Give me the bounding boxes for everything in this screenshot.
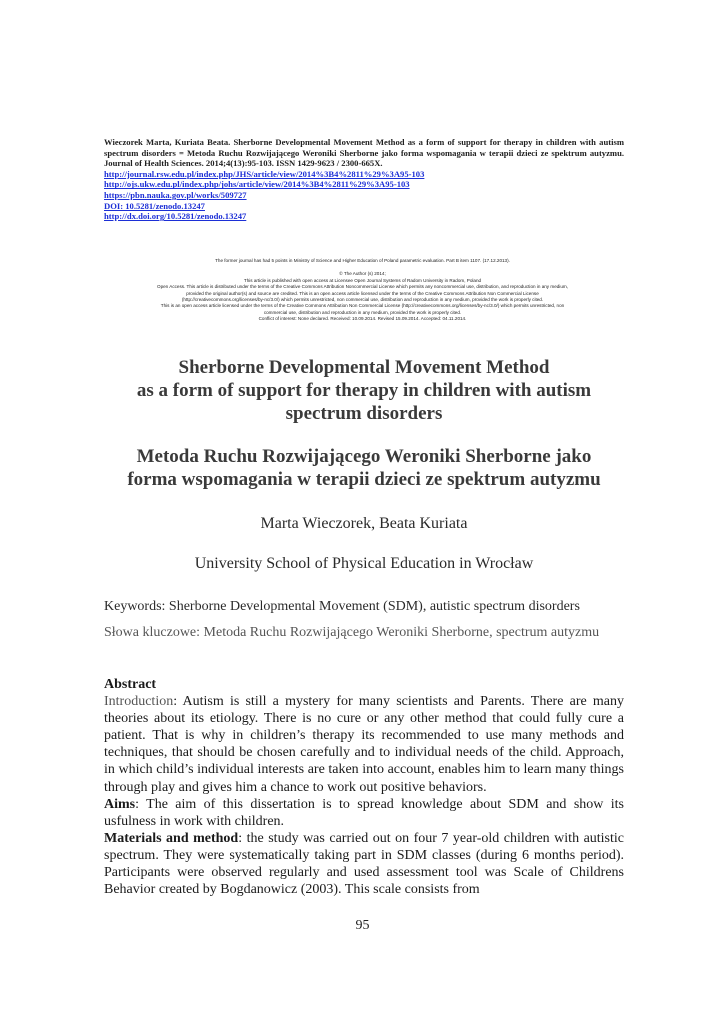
notice-line: (http://creativecommons.org/licenses/by-nc/3.0/) which permits unrestricted, non commercial use, distribution and reproduction in any medium, provided the work is properly cited. (181, 297, 544, 303)
notice-line: provided the original author(s) and source are credited. This is an open access article licensed under the terms of the Creative Commons Attribution Non Commercial License (186, 290, 539, 296)
aims-label: Aims (104, 796, 136, 812)
keywords: Keywords: Sherborne Developmental Movement (SDM), autistic spectrum disorders (104, 599, 580, 614)
title-english-line: as a form of support for therapy in children with autism (136, 380, 592, 401)
title-polish-line: Metoda Ruchu Rozwijającego Weroniki Sherborne jako (136, 446, 592, 467)
methods-label: Materials and method (104, 830, 239, 846)
aims-text: : The aim of this dissertation is to spread knowledge about SDM and show its usfulness in work with children. (104, 796, 624, 829)
citation-text: Wieczorek Marta, Kuriata Beata. Sherborne Developmental Movement Method as a form of support for therapy in children with autism spectrum disorders = Metoda Ruchu Rozwijającego Weroniki Sherborne jako forma wspomagania w terapii dzieci ze spektrum autyzmu. Journal of Health Sciences. 2014;4(13):95-103. ISSN 1429-9623 / 2300-665X. (104, 137, 624, 169)
notice-line: Open Access. This article is distributed under the terms of the Creative Commons Attribution Noncommercial License which permits any noncommercial use, distribution, and reproduction in any medium, (157, 284, 568, 290)
authors: Marta Wieczorek, Beata Kuriata (260, 515, 468, 532)
title-english (104, 356, 624, 425)
affiliation: University School of Physical Education in Wrocław (194, 555, 534, 572)
title-english-line: spectrum disorders (285, 403, 443, 424)
introduction-label: Introduction (104, 694, 174, 710)
citation-link-journal[interactable]: http://journal.rsw.edu.pl/index.php/JHS/article/view/2014%3B4%2811%29%3A95-103 (104, 168, 425, 179)
notice-line: © The Author (s) 2014; (339, 271, 386, 277)
introduction-text: : Autism is still a mystery for many scientists and Parents. There are many theories about its etiology. There is no cure or any other method that could fully cure a patient. That is why in children’s therapy its recommended to use many methods and techniques, that should be chosen carefully and to individual needs of the child. Approach, in which child’s individual interests are taken into account, enables him to learn many things through play and gives him a chance to work out positive behaviors. (104, 694, 624, 795)
page-number: 95 (355, 918, 370, 933)
notice-line: This article is published with open access at Licensee Open Journal Systems of Radom University in Radom, Poland (243, 277, 482, 283)
methods-text: : the study was carried out on four 7 year-old children with autistic spectrum. They were systematically taking part in SDM classes (during 6 months period). Participants were observed regularly and used assessment tool was Scale of Childrens Behavior created by Bogdanowicz (2003). This scale consists from (104, 830, 625, 898)
keywords-polish: Słowa kluczowe: Metoda Ruchu Rozwijającego Weroniki Sherborne, spectrum autyzmu (104, 625, 600, 640)
citation-link-dx-doi[interactable]: http://dx.doi.org/10.5281/zenodo.13247 (104, 211, 247, 222)
abstract-methods (104, 830, 624, 898)
license-notice (100, 258, 625, 323)
citation-link-ojs[interactable]: http://ojs.ukw.edu.pl/index.php/johs/article/view/2014%3B4%2811%29%3A95-103 (104, 179, 410, 190)
title-english-line: Sherborne Developmental Movement Method (178, 357, 550, 378)
abstract (104, 676, 624, 898)
points-note: The former journal has had 5 points in Ministry of Science and Higher Education of Poland parametric evaluation. Part B item 1107. (17.12.2013). (215, 258, 510, 263)
abstract-heading: Abstract (104, 677, 157, 692)
notice-line: Conflict of interest: None declared. Received: 10.09.2014. Revised 15.09.2014. Accepted: 04.11.2014. (258, 316, 467, 322)
abstract-introduction (104, 693, 624, 796)
citation-link-pbn[interactable]: https://pbn.nauka.gov.pl/works/509727 (104, 189, 247, 200)
citation-link-doi[interactable]: DOI: 10.5281/zenodo.13247 (104, 200, 205, 211)
title-polish (104, 445, 624, 491)
notice-line: This is an open access article licensed under the terms of the Creative Commons Attribution Non Commercial License (http://creativecommons.org/licenses/by-nc/3.0/) which permits unrestricted, non (160, 303, 565, 309)
titles (104, 356, 624, 491)
notice-line: commercial use, distribution and reproduction in any medium, provided the work is properly cited. (263, 309, 462, 315)
citation-block (104, 137, 624, 222)
abstract-aims (104, 796, 624, 830)
title-polish-line: forma wspomagania w terapii dzieci ze spektrum autyzmu (127, 469, 601, 490)
